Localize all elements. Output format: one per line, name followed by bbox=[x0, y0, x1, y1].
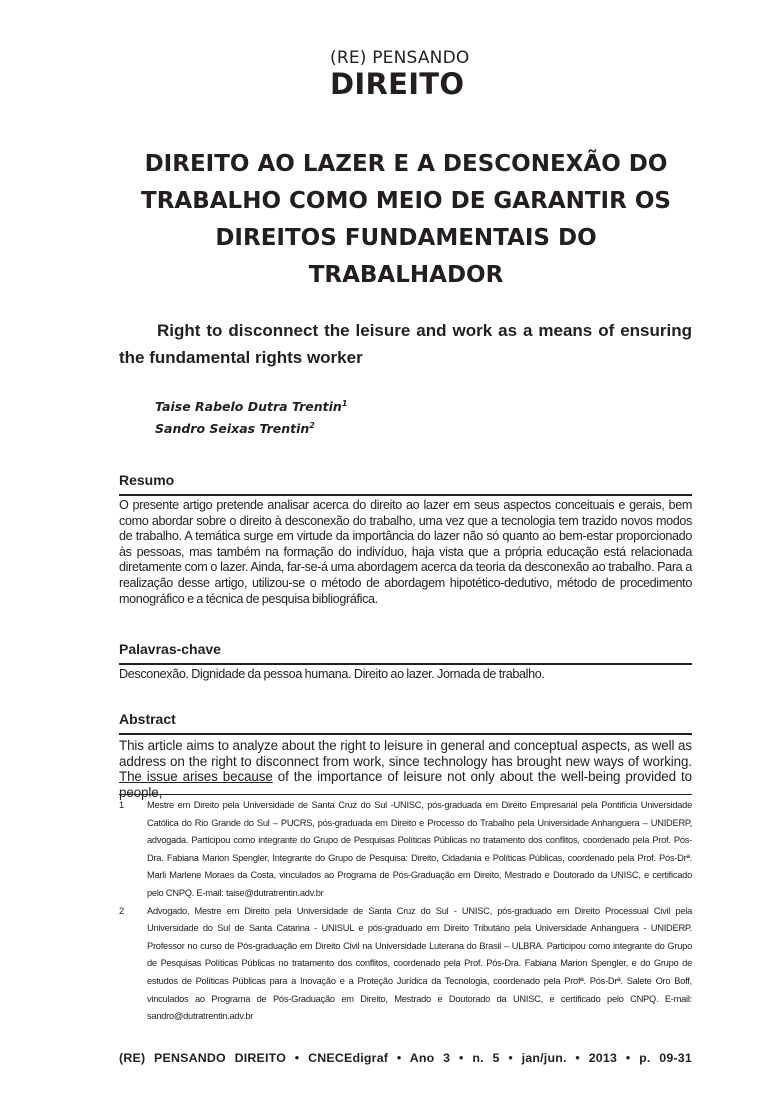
footnote bbox=[119, 903, 692, 1026]
abstract-section bbox=[119, 710, 692, 800]
keywords-section bbox=[119, 640, 692, 683]
resumo-heading: Resumo bbox=[119, 471, 692, 496]
article-title: DIREITO AO LAZER E A DESCONEXÃO DO TRABALHO COMO MEIO DE GARANTIR OS DIREITOS FUNDAMENTAIS DO TRABALHADOR bbox=[141, 151, 671, 288]
footnote-text: Advogado, Mestre em Direito pela Universidade de Santa Cruz do Sul - UNISC, pós-graduado em Direito Processual Civil pela Universidade do Sul de Santa Catarina - UNISUL e pós-graduado em Direito Tributário pela Universidade Anhanguera - UNIDERP. Professor no curso de Pós-graduação em Direito Civil na Universidade Luterana do Brasil – ULBRA. Participou como integrante do Grupo de Pesquisas Políticas Públicas no tratamento dos conflitos, coordenado pela Prof. Pós-Dra. Fabiana Marion Spengler, e do Grupo de estudos de Políticas Públicas para a Inovação e a Proteção Jurídica da Tecnologia, coordenado pela Profª. Pós-Drª. Salete Oro Boff, vinculados ao Programa de Pós-Graduação em Direito, Mestrado e Doutorado da UNISC, e certificado pelo CNPQ. E-mail: sandro@dutratrentin.adv.br bbox=[147, 905, 692, 1022]
author: Taise Rabelo Dutra Trentin$^1$ bbox=[155, 399, 348, 414]
footnotes bbox=[119, 794, 692, 1026]
author-list bbox=[155, 396, 347, 440]
keywords-heading: Palavras-chave bbox=[119, 640, 692, 665]
abstract-text: This article aims to analyze about the right to leisure in general and conceptual aspects, as well as address on the right to disconnect from work, since technology has brought new ways of working. The issue arises because of the importance of leisure not only about the well-being provided to people, bbox=[119, 738, 692, 800]
author-footnote-ref: 1 bbox=[341, 399, 348, 408]
footnote-number: 2 bbox=[119, 905, 124, 916]
author: Sandro Seixas Trentin$^2$ bbox=[155, 421, 315, 436]
author-footnote-ref: 2 bbox=[309, 421, 315, 430]
resumo-text: O presente artigo pretende analisar acerca do direito ao lazer em seus aspectos conceituais e gerais, bem como abordar sobre o direito à desconexão do trabalho, uma vez que a tecnologia tem trazido novos modos de trabalho. A temática surge em virtude da importância do lazer não só quanto ao bem-estar proporcionado às pessoas, mas também na formação do indivíduo, haja vista que a própria educação está relacionada diretamente com o lazer. Ainda, far-se-á uma abordagem acerca da teoria da desconexão ao trabalho. Para a realização desse artigo, utilizou-se o método de abordagem hipotético-dedutivo, método de procedimento monográfico e a técnica de pesquisa bibliográfica. bbox=[119, 498, 692, 606]
page-footer: (RE) PENSANDO DIREITO • CNECEdigraf • Ano 3 • n. 5 • jan/jun. • 2013 • p. 09-31 bbox=[119, 1051, 692, 1065]
article-title-english: Right to disconnect the leisure and work as a means of ensuring the fundamental rights worker bbox=[119, 321, 692, 367]
footnote-number: 1 bbox=[119, 800, 124, 810]
abstract-heading: Abstract bbox=[119, 710, 692, 735]
keywords-text: Desconexão. Dignidade da pessoa humana. Direito ao lazer. Jornada de trabalho. bbox=[119, 667, 545, 681]
footnote-text: Mestre em Direito pela Universidade de Santa Cruz do Sul -UNISC, pós-graduada em Direito Empresarial pela Pontifícia Universidade Católica do Rio Grande do Sul – PUCRS, pós-graduada em Direito e Processo do Trabalho pela Universidade Anhanguera – UNIDERP, advogada. Participou como integrante do Grupo de Pesquisas Políticas Públicas no tratamento dos conflitos, coordenado pela Prof. Pós-Dra. Fabiana Marion Spengler, Integrante do Grupo de Pesquisa: Direito, Cidadania e Políticas Públicas, coordenado pela Prof. Pós-Drª. Marli Marlene Moraes da Costa, vinculados ao Programa de Pós-Graduação em Direito, Mestrado e Doutorado da UNISC, e certificado pelo CNPQ. E-mail: taise@dutratrentin.adv.br bbox=[147, 800, 692, 898]
journal-logo bbox=[330, 48, 530, 100]
abstract-underlined-text: The issue arises because bbox=[119, 769, 273, 784]
journal-name-small: (RE) PENSANDO bbox=[330, 48, 470, 68]
footnote bbox=[119, 797, 692, 903]
resumo-section bbox=[119, 471, 692, 607]
journal-name-big: DIREITO bbox=[330, 67, 465, 101]
